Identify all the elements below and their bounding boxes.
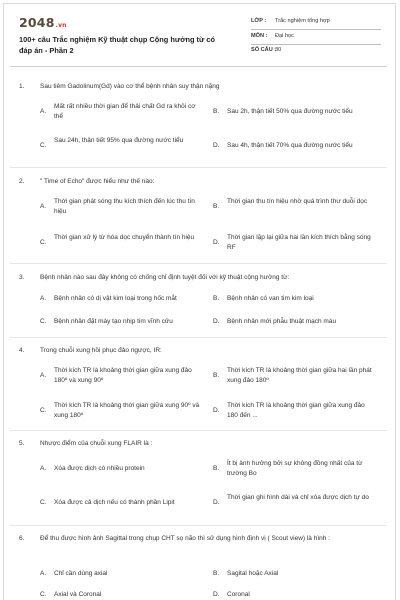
question-separator (10, 167, 387, 168)
option-letter: B. (213, 371, 220, 379)
subject-value: Đại học (275, 33, 294, 39)
option-letter: A. (40, 371, 47, 379)
option-letter: D. (213, 142, 220, 149)
option-text: Thời kích TR là khoảng thời gian giữa xung đảo 180 đến ... (227, 402, 365, 419)
option-text: Thời gian phát sóng thu kích thích đến lúc thu tín hiệu (54, 198, 195, 215)
option-letter: C. (40, 591, 47, 598)
option-letter: B. (213, 464, 220, 472)
count-row (251, 44, 381, 58)
option-letter: D. (213, 591, 220, 598)
subject-label: MÔN : (251, 33, 268, 39)
option-text: Thời gian ghi hình dài và chỉ xóa được dịch tự do (227, 494, 369, 501)
question-text: Bệnh nhân nào sau đây không có chống chỉ định tuyệt đối với kỹ thuật cộng hưởng từ: (40, 274, 290, 281)
option-text: Thời gian lặp lại giữa hai lần kích thích bằng sóng RF (227, 234, 371, 251)
option-text: Ít bị ảnh hưởng bởi sự không đồng nhất của từ trường Bo (227, 460, 363, 477)
option-letter: D. (213, 498, 220, 506)
option-letter: B. (213, 295, 220, 302)
option-letter: A. (40, 107, 47, 115)
question-number: 5. (19, 440, 25, 447)
question-number: 3. (19, 274, 25, 281)
option-text: Thời kích TR là khoảng thời gian giữa hai lần phát xung đảo 180º (227, 367, 372, 384)
option-letter: C. (40, 406, 47, 414)
option-text: Sau 2h, thận tiết 50% qua đường nước tiểu (227, 107, 353, 115)
count-value: 30 (275, 47, 282, 53)
option-letter: A. (40, 464, 47, 472)
option-letter: D. (213, 406, 220, 414)
option-text: Thời kích TR là khoảng thời gian giữa xung đảo 180º và xung 90º (54, 367, 192, 384)
option-letter: A. (40, 295, 47, 302)
question-text: Sau tiêm Gadolinum(Gd) vào cơ thể bệnh nhân suy thận nặng (40, 83, 220, 90)
option-text: Thời kích TR là khoảng thời gian giữa xung 90º và xung 180º (54, 402, 200, 419)
option-text: Thời gian xử lý từ hóa dọc chuyển thành tín hiệu (54, 234, 195, 241)
question-separator (10, 263, 387, 264)
option-letter: B. (213, 570, 220, 577)
document-header (19, 15, 381, 61)
option-letter: B. (213, 107, 220, 115)
header-divider (10, 66, 387, 67)
option-letter: C. (40, 499, 47, 506)
option-text: Xóa được dịch có nhiều protein (54, 464, 145, 472)
option-text: Bệnh nhân có van tim kim loại (227, 295, 314, 302)
option-text: Sau 24h, thận tiết 95% qua đường nước tiểu (54, 137, 184, 144)
question-separator (10, 430, 387, 431)
option-text: Bệnh nhân mới phẫu thuật mạch máu (227, 318, 337, 325)
document-title: 100+ câu Trắc nghiệm Kỹ thuật chụp Cộng hưởng từ có đáp án - Phần 2 (19, 35, 216, 55)
option-letter: C. (40, 238, 47, 246)
site-logo[interactable] (19, 15, 67, 30)
question-number: 4. (19, 347, 25, 354)
option-letter: B. (213, 202, 220, 210)
option-letter: C. (40, 141, 47, 149)
logo-text: 2048 (19, 15, 55, 30)
option-text: Coronal (227, 591, 250, 598)
question-text: Nhược điểm của chuỗi xung FLAIR là : (40, 440, 153, 447)
option-text: Sagital hoặc Axial (227, 570, 279, 577)
option-text: Mất rất nhiều thời gian để thải chất Gd ra khỏi cơ thể (54, 103, 196, 120)
option-text: Xóa được cả dịch nếu có thành phần Lipit (54, 499, 175, 506)
subject-row (251, 30, 381, 45)
question-separator (10, 525, 387, 526)
option-text: Chỉ cần dùng axial (54, 570, 108, 577)
option-text: Axial và Coronal (54, 591, 102, 598)
option-letter: A. (40, 202, 47, 210)
class-value: Trắc nghiệm tổng hợp (275, 18, 330, 24)
logo-domain: .vn (55, 22, 67, 29)
class-label: LỚP : (251, 18, 267, 24)
option-text: Bệnh nhân có dị vật kim loại trong hốc mắt (54, 295, 177, 302)
option-letter: A. (40, 570, 47, 577)
question-separator (10, 337, 387, 338)
option-text: Thời gian thu tín hiệu nhờ quá trình thư duỗi dọc (227, 198, 368, 205)
question-number: 2. (19, 178, 25, 185)
option-letter: D. (213, 318, 220, 325)
question-text: " Time of Echo" được hiểu như thế nào: (40, 178, 155, 185)
question-number: 1. (19, 83, 25, 90)
option-text: Bệnh nhân đặt máy tạo nhịp tim vĩnh cửu (54, 318, 173, 325)
option-letter: C. (40, 318, 47, 325)
option-text: Sau 4h, thận tiết 70% qua đường nước tiểu (227, 142, 353, 149)
option-letter: D. (213, 238, 220, 246)
count-label: SỐ CÂU : (251, 47, 277, 53)
question-text: Để thu được hình ảnh Sagittal trong chụp CHT sọ não thì sử dụng hình định vị ( Scout view) là hình : (40, 535, 330, 542)
class-row (251, 15, 381, 30)
question-number: 6. (19, 535, 25, 542)
question-text: Trong chuỗi xung hồi phục đảo ngược, IR: (40, 347, 162, 354)
